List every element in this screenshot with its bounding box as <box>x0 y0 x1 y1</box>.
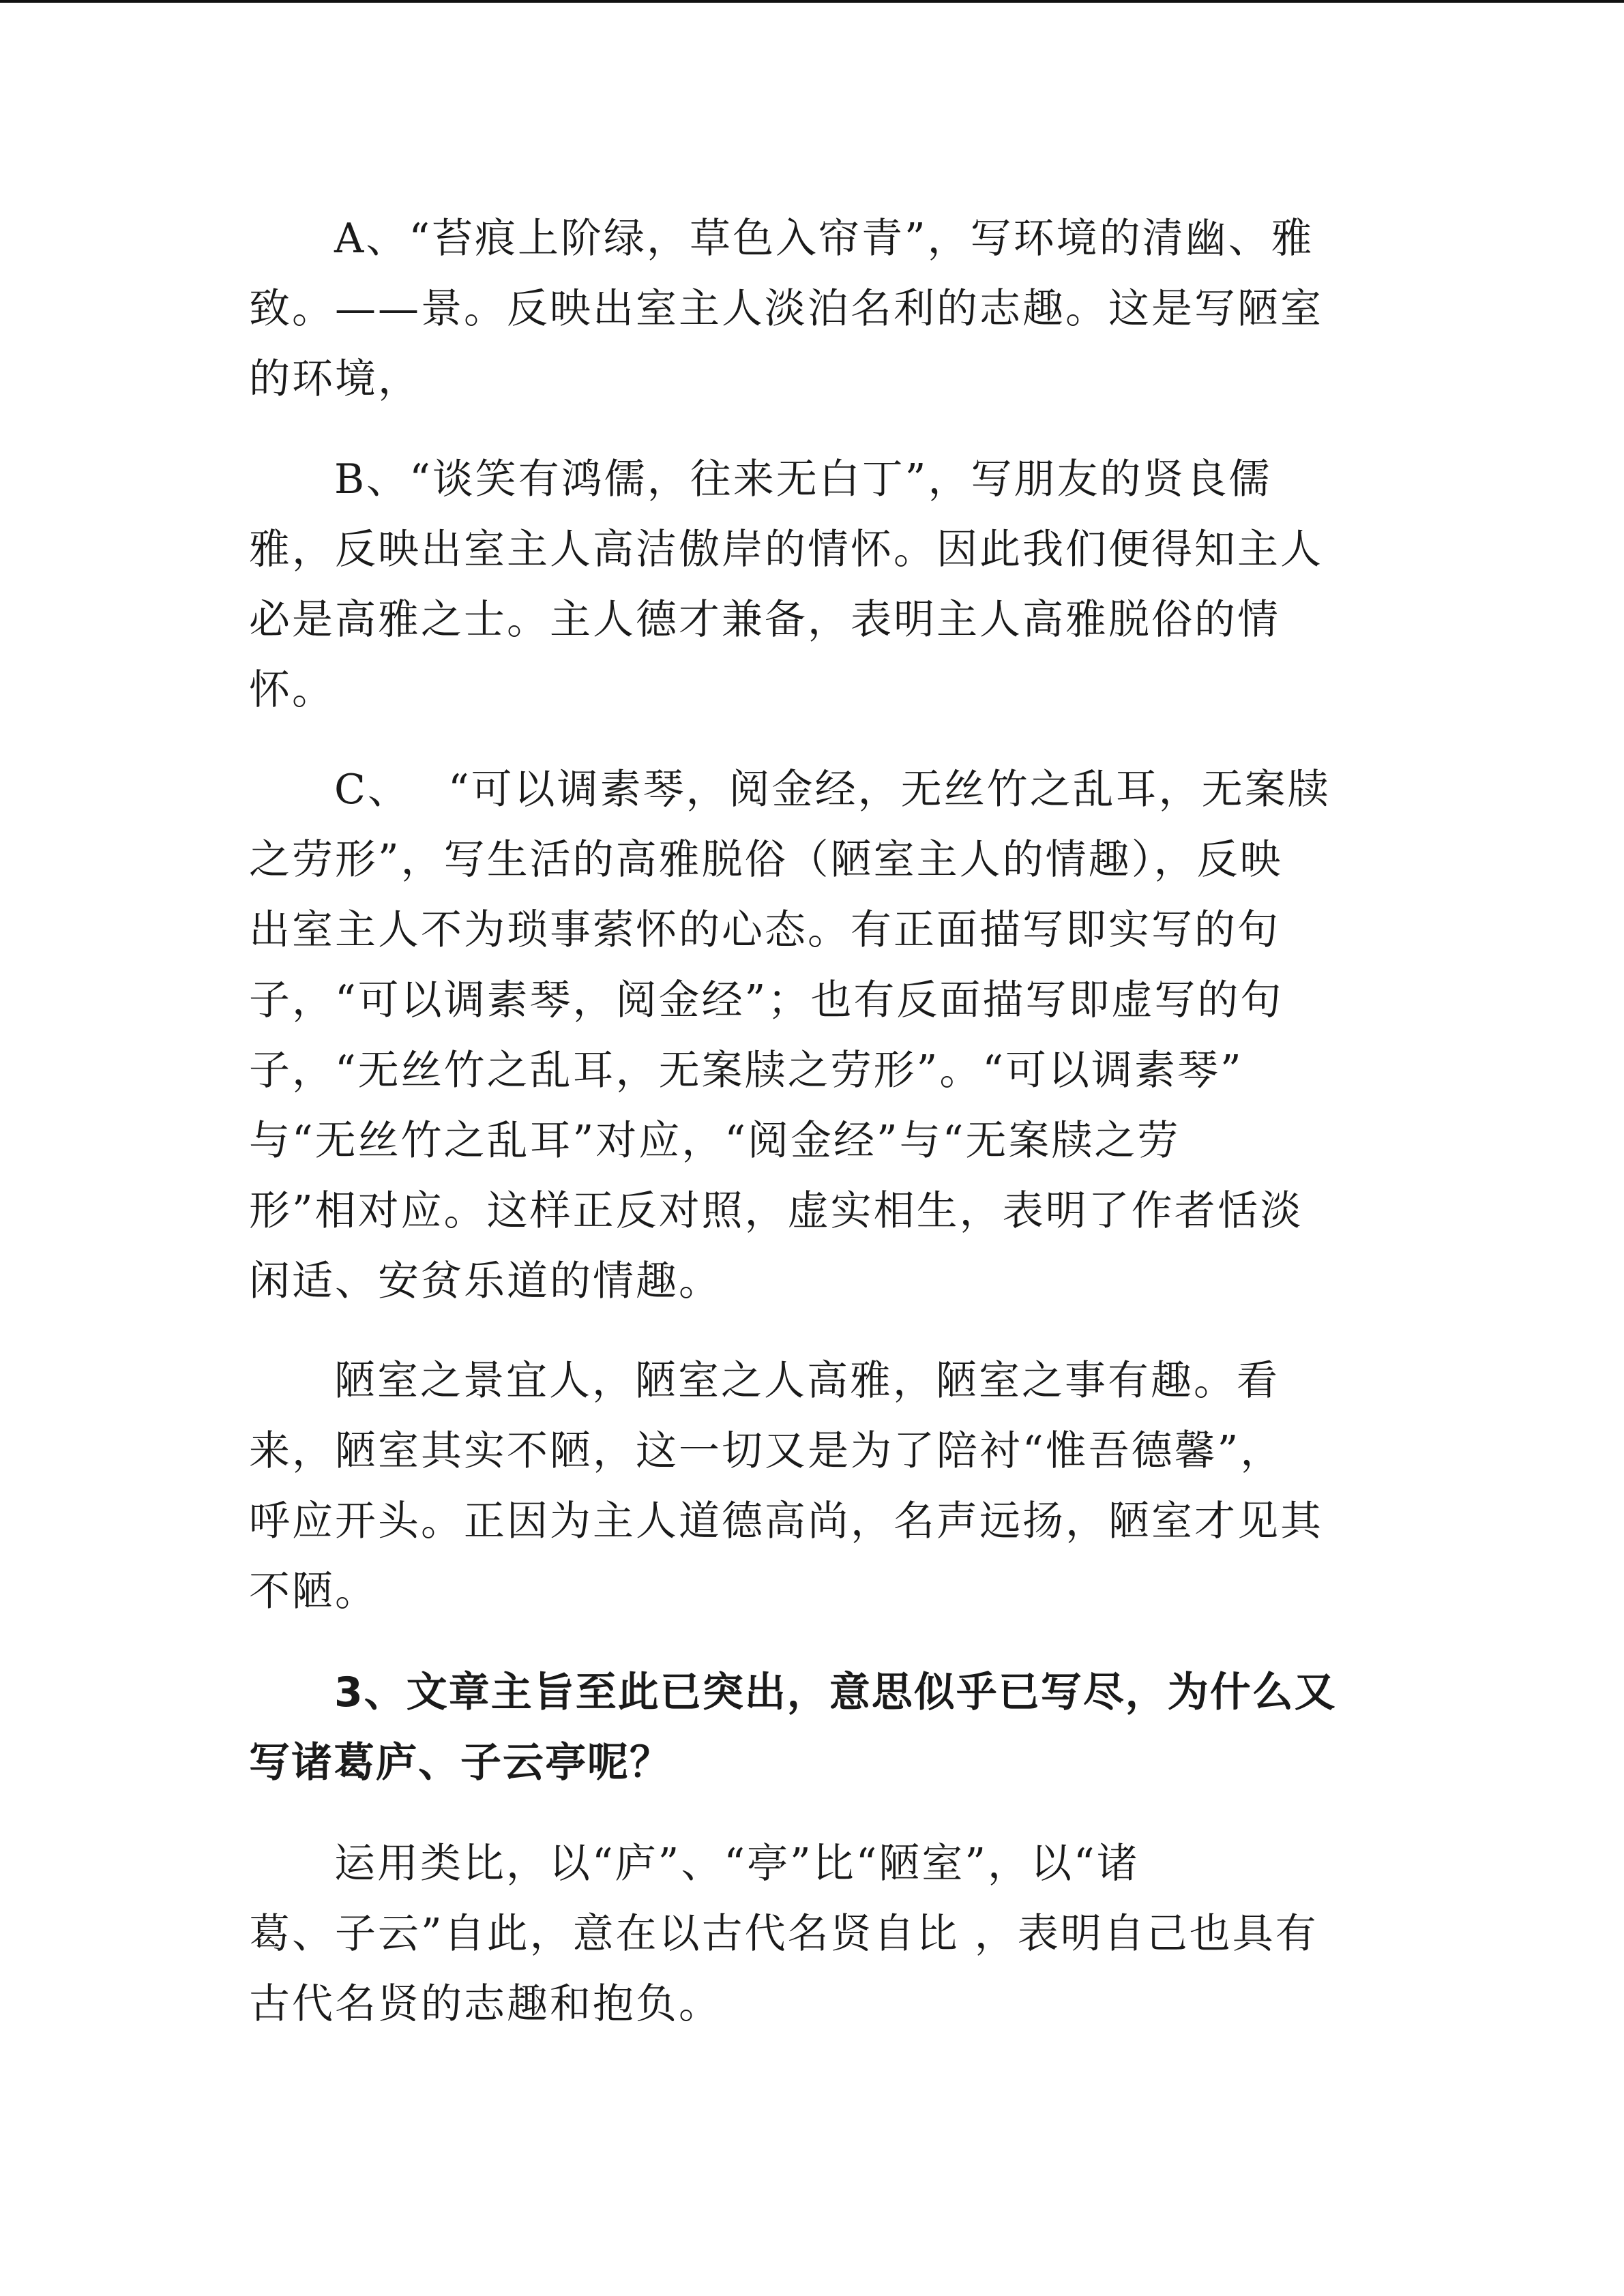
summary-paragraph-line-2: 来，陋室其实不陋，这一切又是为了陪衬“惟吾德馨”， <box>249 1427 1284 1475</box>
paragraph-b-line-1: B、“谈笑有鸿儒，往来无白丁”，写朋友的贤良儒 <box>334 456 1272 503</box>
paragraph-b-line-3: 必是高雅之士。主人德才兼备，表明主人高雅脱俗的情 <box>249 596 1280 644</box>
paragraph-c-line-2: 之劳形”，写生活的高雅脱俗（陋室主人的情趣），反映 <box>249 836 1283 884</box>
summary-paragraph-line-3: 呼应开头。正因为主人道德高尚，名声远扬，陋室才见其 <box>249 1497 1323 1545</box>
summary-paragraph-line-1: 陋室之景宜人，陋室之人高雅，陋室之事有趣。看 <box>334 1357 1280 1405</box>
paragraph-c-line-5: 子，“无丝竹之乱耳，无案牍之劳形”。“可以调素琴” <box>249 1047 1243 1094</box>
paragraph-b-line-4: 怀。 <box>249 666 335 714</box>
paragraph-c-line-1: C、 “可以调素琴，阅金经，无丝竹之乱耳，无案牍 <box>334 766 1331 814</box>
paragraph-c-line-7: 形”相对应。这样正反对照，虚实相生，表明了作者恬淡 <box>249 1187 1303 1235</box>
paragraph-c-line-3: 出室主人不为琐事萦怀的心态。有正面描写即实写的句 <box>249 906 1280 954</box>
paragraph-c-line-4: 子，“可以调素琴，阅金经”；也有反面描写即虚写的句 <box>249 976 1284 1024</box>
paragraph-b-line-2: 雅，反映出室主人高洁傲岸的情怀。因此我们便得知主人 <box>249 526 1323 573</box>
answer-paragraph-line-1: 运用类比，以“庐”、“亭”比“陋室”，以“诸 <box>334 1840 1140 1888</box>
paragraph-c-line-6: 与“无丝竹之乱耳”对应，“阅金经”与“无案牍之劳 <box>249 1117 1181 1165</box>
paragraph-a-line-3: 的环境， <box>249 355 421 403</box>
paragraph-a-line-1: A、“苔痕上阶绿，草色入帘青”，写环境的清幽、雅 <box>334 215 1314 263</box>
summary-paragraph-line-4: 不陋。 <box>249 1568 378 1615</box>
paragraph-a-line-2: 致。——景。反映出室主人淡泊名利的志趣。这是写陋室 <box>249 285 1323 333</box>
answer-paragraph-line-2: 葛、子云”自此，意在以古代名贤自比 ，表明自己也具有 <box>249 1910 1318 1958</box>
paragraph-c-line-8: 闲适、安贫乐道的情趣。 <box>249 1257 722 1305</box>
answer-paragraph-line-3: 古代名贤的志趣和抱负。 <box>249 1980 722 2028</box>
question-3-heading-line-2: 写诸葛庐、子云亭呢？ <box>249 1739 672 1787</box>
question-3-heading-line-1: 3、文章主旨至此已突出，意思似乎已写尽，为什么又 <box>334 1669 1337 1716</box>
